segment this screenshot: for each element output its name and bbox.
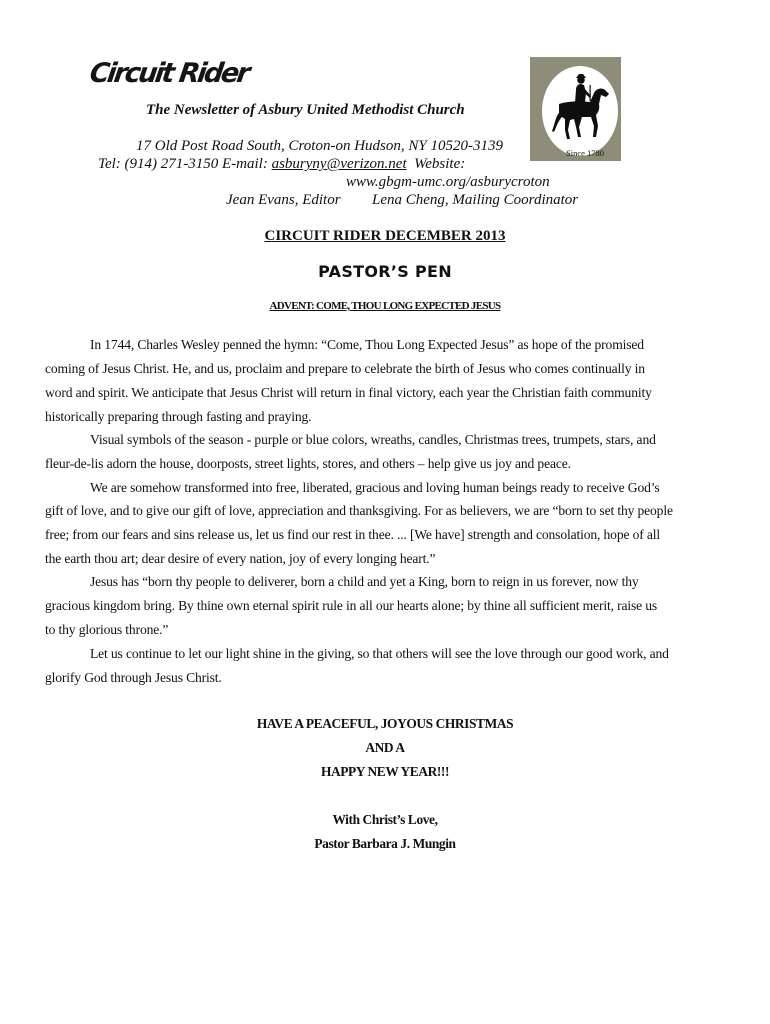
body-line: to thy glorious throne.” [45, 622, 169, 637]
newsletter-masthead-title: Circuit Rider [87, 58, 250, 89]
body-line: fleur-de-lis adorn the house, doorposts, street lights, stores, and others – help give us joy and peace. [45, 456, 571, 471]
closing-greeting-line-1: HAVE A PEACEFUL, JOYOUS CHRISTMAS [256, 716, 514, 731]
newsletter-subtitle: The Newsletter of Asbury United Methodist Church [146, 102, 465, 118]
closing-greeting-line-3: HAPPY NEW YEAR!!! [320, 764, 450, 779]
body-line: Let us continue to let our light shine in the giving, so that others will see the love through our good work, and [90, 646, 669, 661]
website-link[interactable]: www.gbgm-umc.org/asburycroton [346, 174, 550, 190]
body-line: free; from our fears and sins release us, let us find our rest in thee. ... [We have] strength and consolation, hope of all [45, 527, 661, 542]
seal-since-text: Since 1780 [566, 148, 605, 158]
body-line: the earth thou art; dear desire of every nation, joy of every longing heart.” [45, 551, 436, 566]
body-line: In 1744, Charles Wesley penned the hymn: “Come, Thou Long Expected Jesus” as hope of the promised [90, 337, 644, 352]
horse-rider-icon [530, 57, 621, 161]
tel-email-label: Tel: (914) 271-3150 E-mail: [98, 156, 272, 172]
coordinator-credit: Lena Cheng, Mailing Coordinator [372, 192, 579, 208]
closing-greeting-line-2: AND A [365, 740, 405, 755]
website-label: Website: [414, 156, 466, 172]
body-line: word and spirit. We anticipate that Jesus Christ will return in final victory, each year the Christian faith community [45, 385, 652, 400]
body-line: gracious kingdom bring. By thine own eternal spirit rule in all our hearts alone; by thine all sufficient merit, raise us [45, 598, 658, 613]
church-address: 17 Old Post Road South, Croton-on Hudson, NY 10520-3139 [136, 138, 503, 154]
section-title: PASTOR’S PEN [318, 262, 452, 281]
body-line: Visual symbols of the season - purple or blue colors, wreaths, candles, Christmas trees, trumpets, stars, and [90, 432, 656, 447]
closing-signoff: With Christ’s Love, [332, 812, 438, 827]
issue-title: CIRCUIT RIDER DECEMBER 2013 [264, 228, 506, 244]
church-seal-logo [530, 57, 621, 161]
body-line: historically preparing through fasting and praying. [45, 409, 312, 424]
pastor-signature: Pastor Barbara J. Mungin [314, 836, 456, 851]
editor-credit: Jean Evans, Editor [226, 192, 341, 208]
body-line: gift of love, and to give our gift of love, appreciation and thanksgiving. For as believers, we are “born to set thy people [45, 503, 673, 518]
email-link[interactable]: asburyny@verizon.net [271, 156, 407, 172]
contact-line [98, 156, 465, 173]
body-line: glorify God through Jesus Christ. [45, 670, 222, 685]
body-line: coming of Jesus Christ. He, and us, proclaim and prepare to celebrate the birth of Jesus who comes continually in [45, 361, 645, 376]
body-line: Jesus has “born thy people to deliverer, born a child and yet a King, born to reign in us forever, now thy [90, 574, 639, 589]
body-line: We are somehow transformed into free, liberated, gracious and loving human beings ready to receive God’s [90, 480, 660, 495]
section-subtitle: ADVENT: COME, THOU LONG EXPECTED JESUS [269, 300, 501, 312]
